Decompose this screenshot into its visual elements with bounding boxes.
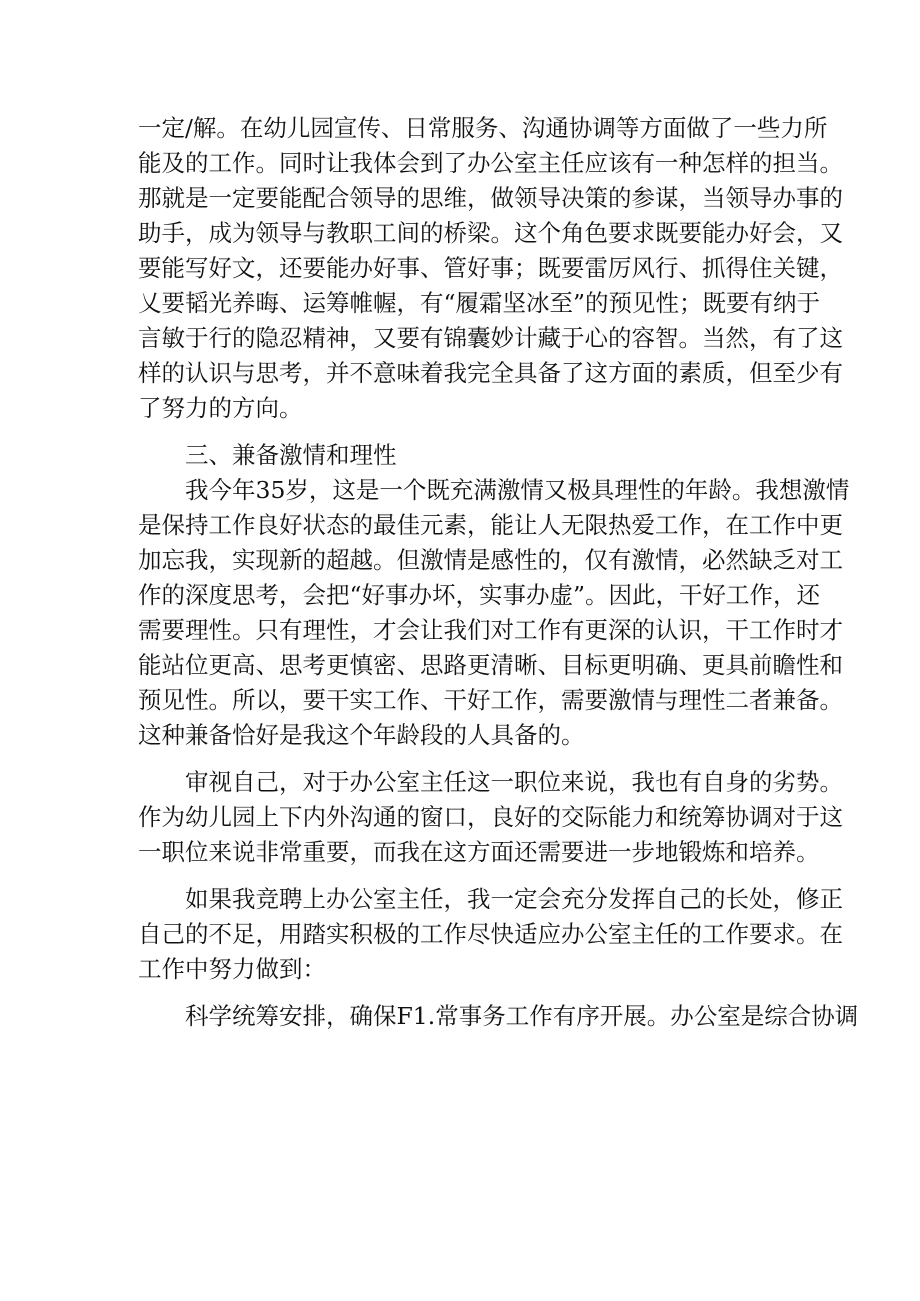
- text-line: 如果我竞聘上办公室主任，我一定会充分发挥自己的长处，修正: [185, 885, 843, 913]
- text-line: 是保持工作良好状态的最佳元素，能让人无限热爱工作，在工作中更: [138, 511, 843, 539]
- text-line: 了努力的方向。: [138, 394, 303, 422]
- text-line: 能站位更高、思考更慎密、思路更清晰、目标更明确、更具前瞻性和: [138, 651, 843, 679]
- text-line: 我今年35岁，这是一个既充满激情又极具理性的年龄。我想激情: [185, 476, 850, 504]
- text-line: 预见性。所以，要干实工作、干好工作，需要激情与理性二者兼备。: [138, 686, 843, 714]
- text-line: 作的深度思考，会把“好事办坏，实事办虚”。因此，干好工作，还: [138, 581, 821, 609]
- text-line: 科学统筹安排，确保F1.常事务工作有序开展。办公室是综合协调: [185, 1002, 859, 1030]
- text-line: 助手，成为领导与教职工间的桥梁。这个角色要求既要能办好会，又: [138, 219, 843, 247]
- text-line: 工作中努力做到：: [138, 955, 326, 983]
- text-line: 要能写好文，还要能办好事、管好事；既要雷厉风行、抓得住关键，: [138, 254, 843, 282]
- text-line: 这种兼备恰好是我这个年龄段的人具备的。: [138, 721, 585, 749]
- text-line: 自己的不足，用踏实积极的工作尽快适应办公室主任的工作要求。在: [138, 920, 843, 948]
- text-line: 那就是一定要能配合领导的思维，做领导决策的参谋，当领导办事的: [138, 184, 843, 212]
- text-line: 需要理性。只有理性，才会让我们对工作有更深的认识，干工作时才: [138, 616, 843, 644]
- text-line: 审视自己，对于办公室主任这一职位来说，我也有自身的劣势。: [185, 768, 843, 796]
- text-line: 样的认识与思考，并不意味着我完全具备了这方面的素质，但至少有: [138, 359, 843, 387]
- text-line: 一定/解。在幼儿园宣传、日常服务、沟通协调等方面做了一些力所: [138, 114, 828, 142]
- text-line: 作为幼儿园上下内外沟通的窗口，良好的交际能力和统筹协调对于这: [138, 803, 843, 831]
- text-line: 一职位来说非常重要，而我在这方面还需要进一步地锻炼和培养。: [138, 838, 820, 866]
- text-line: 言敏于行的隐忍精神，又要有锦囊妙计藏于心的容智。当然，有了这: [138, 324, 843, 352]
- section-heading: 三、兼备激情和理性: [185, 441, 397, 469]
- text-line: 能及的工作。同时让我体会到了办公室主任应该有一种怎样的担当。: [138, 149, 843, 177]
- text-line: 加忘我，实现新的超越。但激情是感性的，仅有激情，必然缺乏对工: [138, 546, 843, 574]
- text-line: 乂要韬光养晦、运筹帷幄，有“履霜坚冰至”的预见性；既要有纳于: [138, 289, 821, 317]
